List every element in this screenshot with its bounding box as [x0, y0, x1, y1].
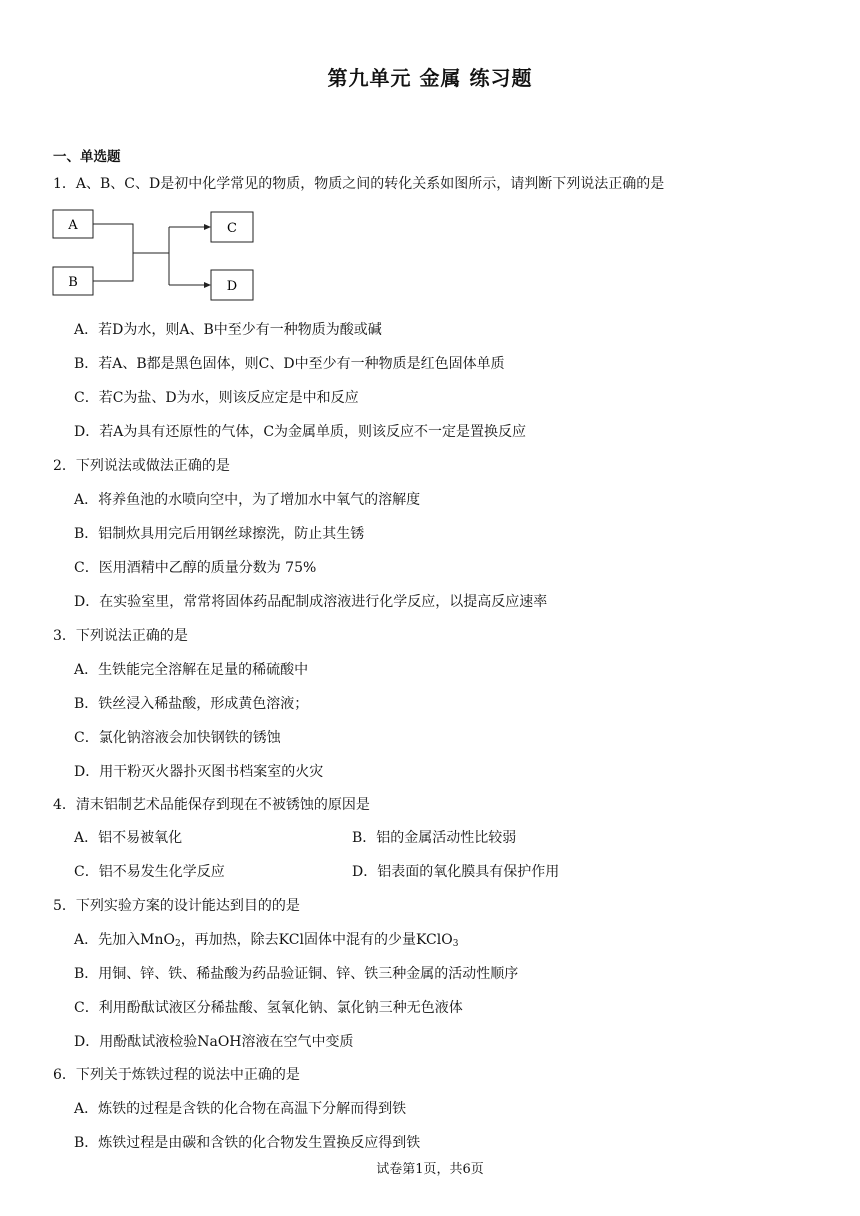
question-5-option-a [74, 929, 458, 949]
question-3-option-a: A．生铁能完全溶解在足量的稀硫酸中 [74, 662, 309, 678]
question-2-option-b: B．铝制炊具用完后用钢丝球擦洗，防止其生锈 [74, 526, 365, 542]
question-1-option-d: D．若A为具有还原性的气体，C为金属单质，则该反应不一定是置换反应 [74, 424, 527, 440]
question-4-option-d: D．铝表面的氧化膜具有保护作用 [352, 864, 560, 880]
question-5-option-b: B．用铜、锌、铁、稀盐酸为药品验证铜、锌、铁三种金属的活动性顺序 [74, 966, 519, 982]
box-c-label: C [227, 221, 237, 236]
box-d-label: D [226, 279, 238, 294]
question-3-option-b: B．铁丝浸入稀盐酸，形成黄色溶液； [74, 696, 309, 712]
question-6-option-a: A．炼铁的过程是含铁的化合物在高温下分解而得到铁 [74, 1101, 407, 1117]
question-6-option-b: B．炼铁过程是由碳和含铁的化合物发生置换反应得到铁 [74, 1135, 421, 1151]
question-1-option-b: B．若A、B都是黑色固体，则C、D中至少有一种物质是红色固体单质 [74, 356, 505, 372]
question-1-option-c: C．若C为盐、D为水，则该反应定是中和反应 [74, 390, 359, 406]
question-1-stem: 1．A、B、C、D是初中化学常见的物质，物质之间的转化关系如图所示，请判断下列说法正确的是 [53, 176, 665, 192]
q5a-subscript-1: 2 [174, 939, 181, 949]
question-2-option-a: A．将养鱼池的水喷向空中，为了增加水中氧气的溶解度 [74, 492, 421, 508]
question-3-stem: 3．下列说法正确的是 [53, 628, 188, 644]
q5a-subscript-2: 3 [452, 939, 459, 949]
question-4-option-a: A．铝不易被氧化 [74, 830, 183, 846]
question-2-option-d: D．在实验室里，常常将固体药品配制成溶液进行化学反应，以提高反应速率 [74, 594, 548, 610]
page-footer: 试卷第1页，共6页 [376, 1162, 484, 1177]
question-3-option-c: C．氯化钠溶液会加快钢铁的锈蚀 [74, 730, 281, 746]
question-2-option-c: C．医用酒精中乙醇的质量分数为 75% [74, 560, 317, 576]
question-1-option-a: A．若D为水，则A、B中至少有一种物质为酸或碱 [74, 322, 382, 338]
arrow-heads [204, 224, 211, 288]
question-4-option-b: B．铝的金属活动性比较弱 [352, 830, 517, 846]
connector-lines [93, 224, 208, 285]
question-5-option-c: C．利用酚酞试液区分稀盐酸、氢氧化钠、氯化钠三种无色液体 [74, 1000, 463, 1016]
question-4-stem: 4．清末铝制艺术品能保存到现在不被锈蚀的原因是 [53, 797, 370, 813]
conversion-diagram [50, 206, 260, 306]
section-heading: 一、单选题 [53, 149, 121, 165]
question-2-stem: 2．下列说法或做法正确的是 [53, 458, 230, 474]
question-4-option-c: C．铝不易发生化学反应 [74, 864, 225, 880]
box-a-label: A [68, 218, 78, 233]
question-5-stem: 5．下列实验方案的设计能达到目的的是 [53, 898, 300, 914]
q5a-text-1: A．先加入MnO [74, 932, 175, 948]
q5a-text-2: ，再加热，除去KCl固体中混有的少量KClO [180, 932, 453, 948]
question-3-option-d: D．用干粉灭火器扑灭图书档案室的火灾 [74, 764, 324, 780]
page-title: 第九单元 金属 练习题 [327, 66, 533, 90]
question-5-option-d: D．用酚酞试液检验NaOH溶液在空气中变质 [74, 1034, 354, 1050]
box-b-label: B [68, 275, 78, 290]
question-6-stem: 6．下列关于炼铁过程的说法中正确的是 [53, 1067, 300, 1083]
